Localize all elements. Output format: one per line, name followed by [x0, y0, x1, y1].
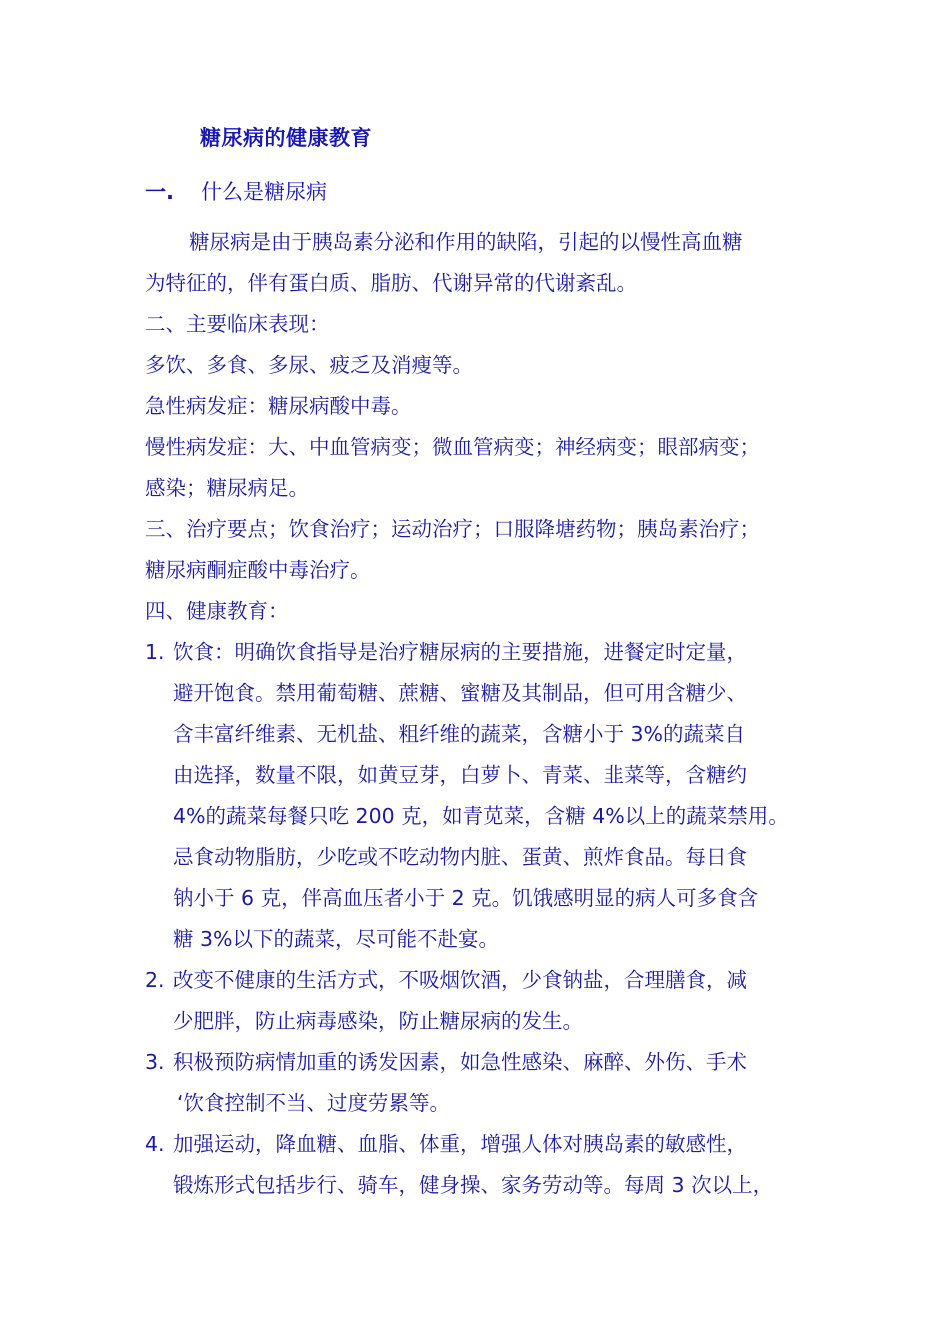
- section-1-heading: [145, 176, 327, 206]
- list-item-line: 4%的蔬菜每餐只吃 200 克，如青苋菜，含糖 4%以上的蔬菜禁用。: [173, 804, 789, 828]
- list-item-line: 锻炼形式包括步行、骑车，健身操、家务劳动等。每周 3 次以上，: [173, 1173, 774, 1197]
- document-title: 糖尿病的健康教育: [200, 126, 372, 150]
- list-item-line: 积极预防病情加重的诱发因素，如急性感染、麻醉、外伤、手术: [173, 1050, 747, 1074]
- list-item-line: 加强运动，降血糖、血脂、体重，增强人体对胰岛素的敏感性，: [173, 1132, 747, 1156]
- section-4-heading: 四、健康教育：: [145, 599, 289, 623]
- list-item-line: 饮食：明确饮食指导是治疗糖尿病的主要措施，进餐定时定量，: [173, 640, 747, 664]
- list-item-3: [145, 1042, 835, 1124]
- list-item-1: [145, 632, 835, 960]
- chronic-complication-line-1: 慢性病发症：大、中血管病变；微血管病变；神经病变；眼部病变；: [145, 435, 760, 459]
- acute-complication-paragraph: 急性病发症：糖尿病酸中毒。: [145, 394, 412, 418]
- section-2-heading: 二、主要临床表现：: [145, 312, 330, 336]
- list-item-line: ‘饮食控制不当、过度劳累等。: [177, 1091, 451, 1115]
- document-body: [145, 222, 835, 1206]
- list-item-line: 由选择，数量不限，如黄豆芽，白萝卜、青菜、韭菜等，含糖约: [173, 763, 747, 787]
- list-item-number: 4.: [145, 1132, 165, 1156]
- health-education-list: [145, 632, 835, 1206]
- list-item-line: 含丰富纤维素、无机盐、粗纤维的蔬菜，含糖小于 3%的蔬菜自: [173, 722, 746, 746]
- list-item-line: 糖 3%以下的蔬菜，尽可能不赴宴。: [173, 927, 500, 951]
- symptoms-paragraph: 多饮、多食、多尿、疲乏及消瘦等。: [145, 353, 473, 377]
- section-1-heading-text: 什么是糖尿病: [201, 180, 327, 204]
- section-3-line-1: 三、治疗要点；饮食治疗；运动治疗；口服降塘药物；胰岛素治疗；: [145, 517, 760, 541]
- list-item-number: 2.: [145, 968, 165, 992]
- section-1-number: 一.: [145, 180, 174, 204]
- list-item-line: 少肥胖，防止病毒感染，防止糖尿病的发生。: [173, 1009, 583, 1033]
- definition-line-1: 糖尿病是由于胰岛素分泌和作用的缺陷，引起的以慢性高血糖: [189, 230, 743, 254]
- list-item-4: [145, 1124, 835, 1206]
- list-item-number: 1.: [145, 640, 165, 664]
- section-3-line-2: 糖尿病酮症酸中毒治疗。: [145, 558, 371, 582]
- list-item-line: 钠小于 6 克，伴高血压者小于 2 克。饥饿感明显的病人可多食含: [173, 886, 759, 910]
- list-item-line: 忌食动物脂肪，少吃或不吃动物内脏、蛋黄、煎炸食品。每日食: [173, 845, 747, 869]
- definition-line-2: 为特征的，伴有蛋白质、脂肪、代谢异常的代谢紊乱。: [145, 271, 637, 295]
- list-item-line: 避开饱食。禁用葡萄糖、蔗糖、蜜糖及其制品，但可用含糖少、: [173, 681, 747, 705]
- list-item-2: [145, 960, 835, 1042]
- list-item-line: 改变不健康的生活方式，不吸烟饮酒，少食钠盐，合理膳食，减: [173, 968, 747, 992]
- list-item-number: 3.: [145, 1050, 165, 1074]
- chronic-complication-line-2: 感染；糖尿病足。: [145, 476, 309, 500]
